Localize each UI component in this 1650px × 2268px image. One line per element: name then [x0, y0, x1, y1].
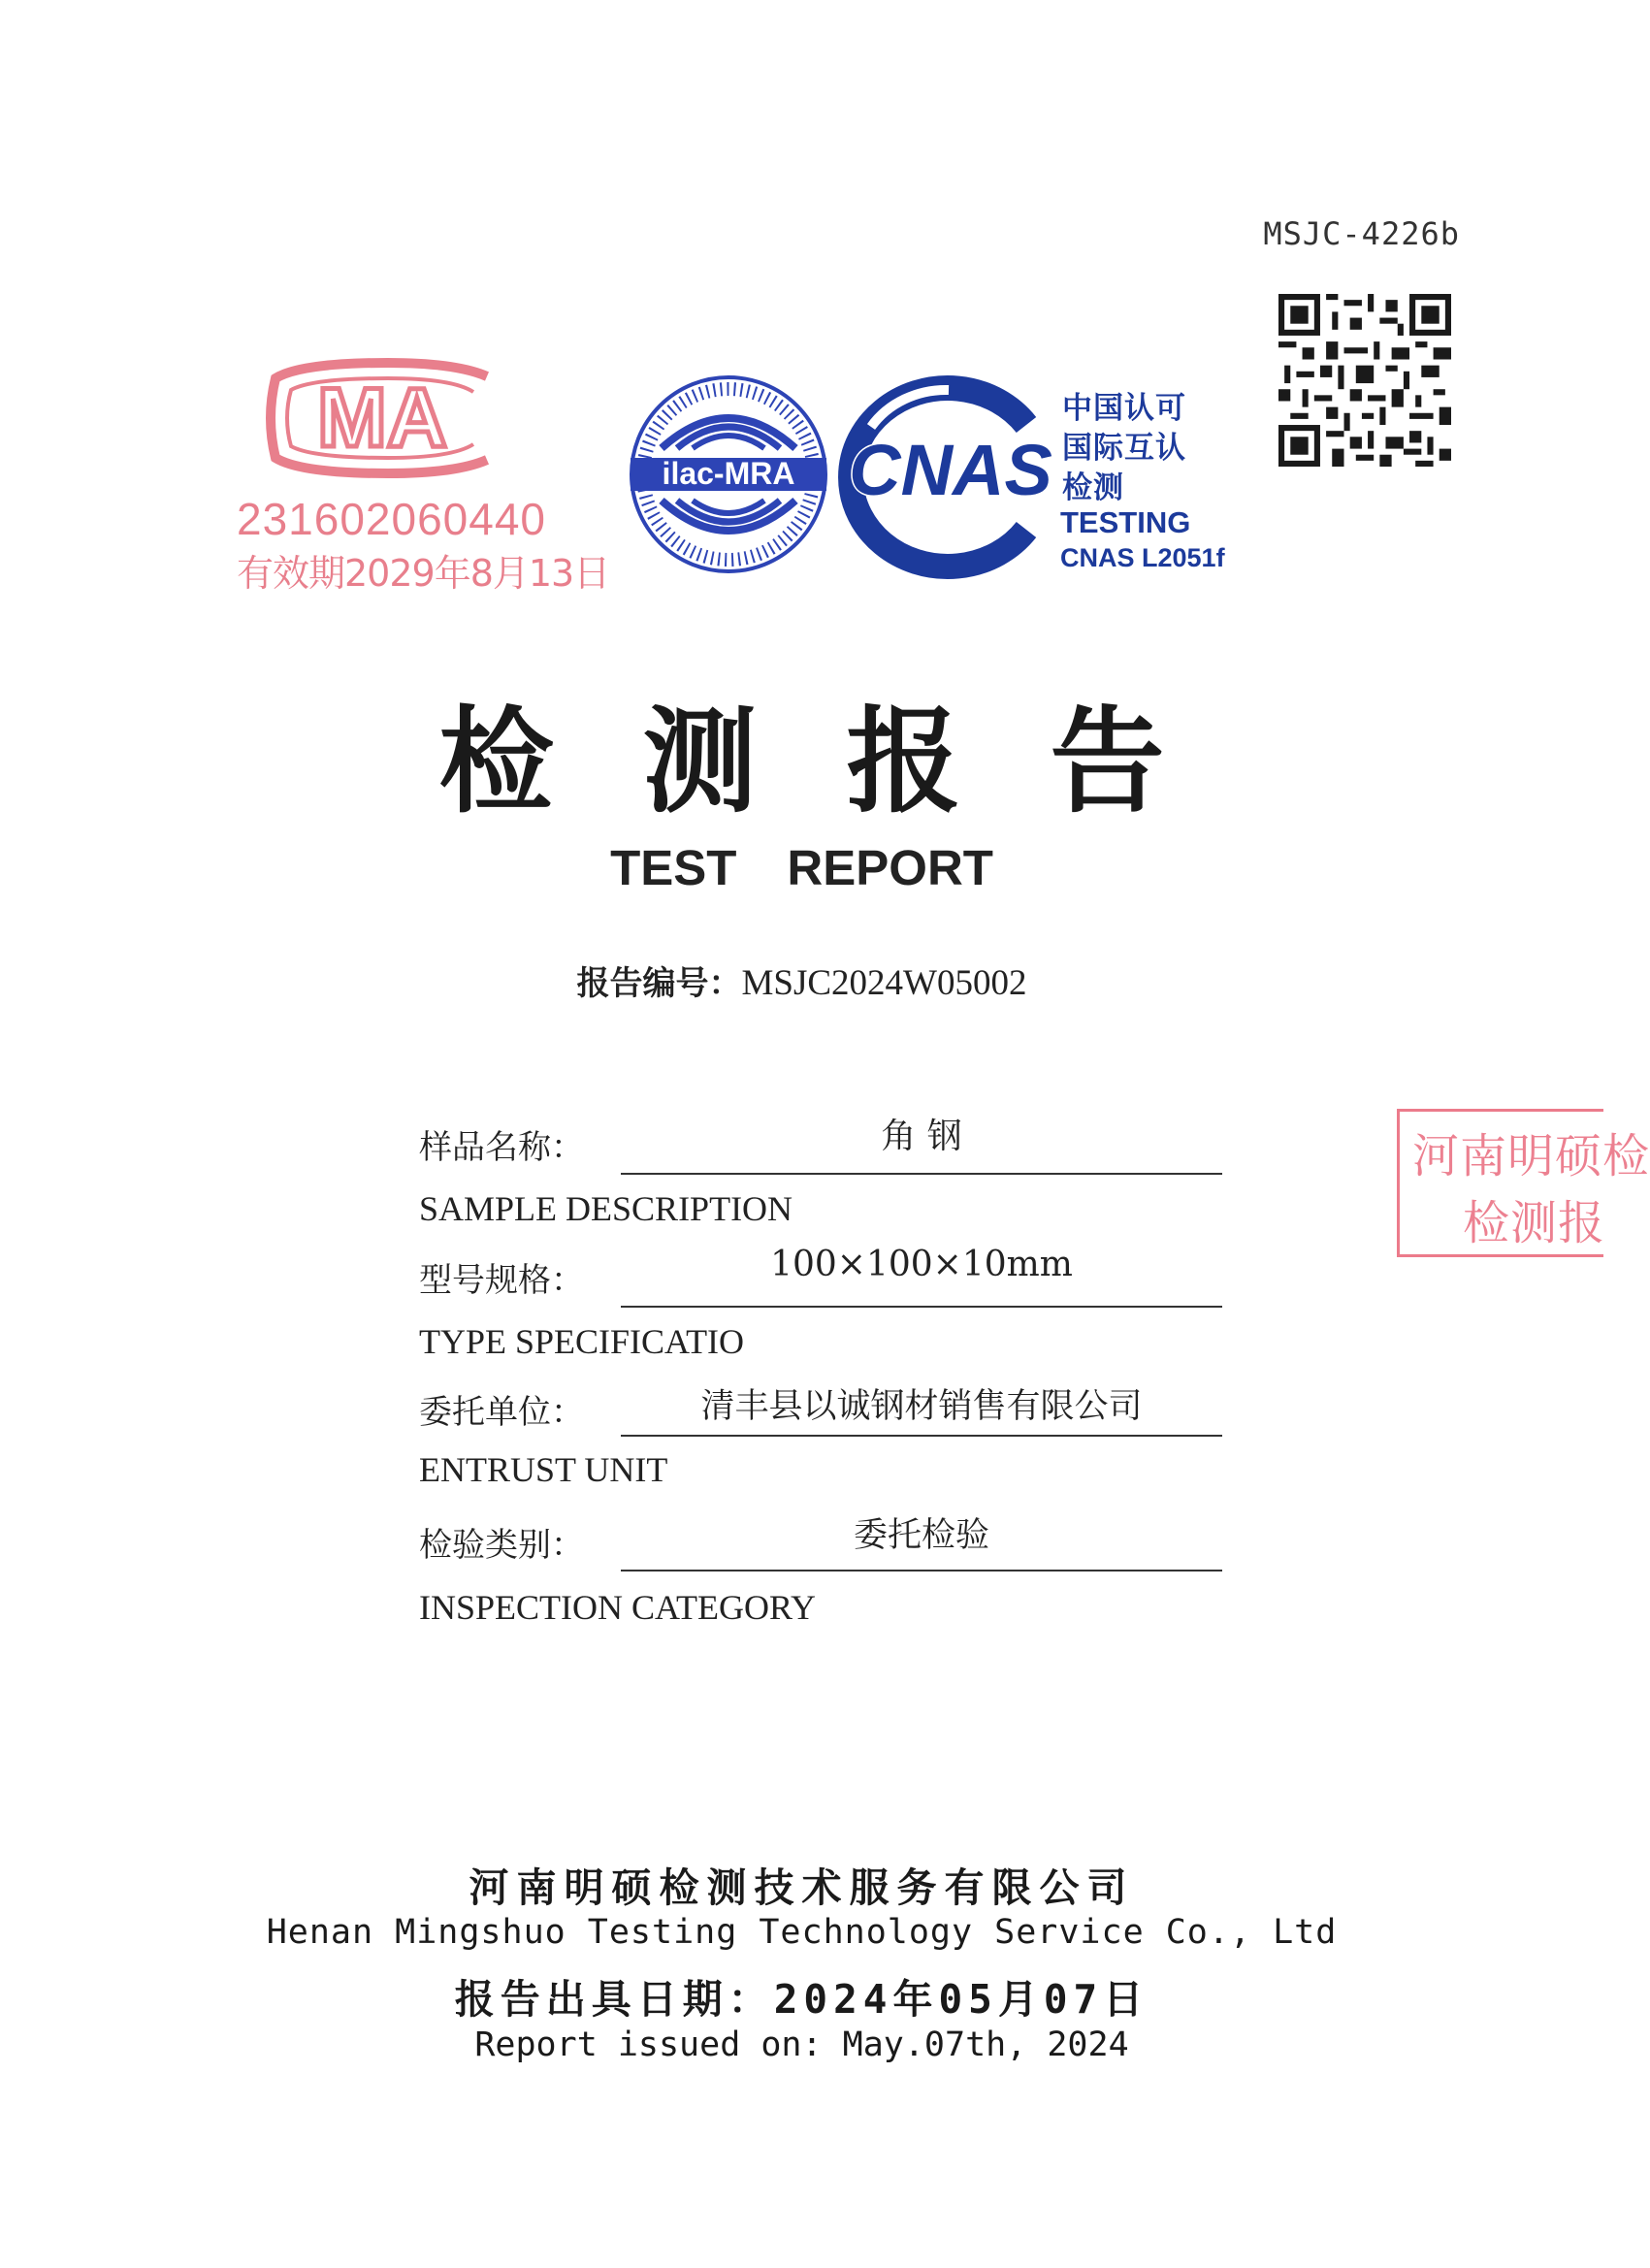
entrust-label-en: ENTRUST UNIT	[419, 1450, 668, 1489]
report-number-label: 报告编号：	[576, 964, 742, 1003]
report-number	[0, 956, 1603, 1004]
cnas-cn-line-2: 国际互认	[1062, 431, 1186, 466]
company-name-cn: 河南明硕检测技术服务有限公司	[469, 1864, 1135, 1911]
cnas-cert: CNAS L2051f	[1060, 543, 1225, 572]
document-code: MSJC-4226b	[1263, 215, 1460, 252]
issue-date-cn: 报告出具日期：2024年05月07日	[454, 1976, 1149, 2023]
cma-logo	[262, 357, 512, 479]
cnas-cn-line-1: 中国认可	[1062, 391, 1186, 426]
company-name-en: Henan Mingshuo Testing Technology Service Co., Ltd	[266, 1913, 1338, 1952]
qr-code-icon	[1278, 294, 1451, 467]
cnas-cn-line-3: 检测	[1062, 470, 1124, 505]
cma-letters: MA	[317, 372, 447, 465]
entrust-underline	[621, 1435, 1222, 1437]
title-en-test: TEST	[610, 840, 737, 895]
sample-value: 角 钢	[881, 1117, 962, 1156]
entrust-label-cn: 委托单位：	[419, 1393, 584, 1432]
sample-label-cn: 样品名称：	[419, 1128, 584, 1167]
type-label-en: TYPE SPECIFICATIO	[419, 1322, 745, 1361]
type-underline	[621, 1306, 1222, 1308]
ilac-mra-text: ilac-MRA	[662, 456, 795, 491]
title-cn: 检测报告	[438, 694, 1254, 828]
report-number-value: MSJC2024W05002	[741, 963, 1027, 1003]
seal-stamp-line-2: 检测报	[1463, 1196, 1606, 1250]
type-value: 100×100×10mm	[770, 1245, 1073, 1284]
sample-underline	[621, 1173, 1222, 1175]
category-value: 委托检验	[853, 1516, 989, 1555]
entrust-value: 清丰县以诚钢材销售有限公司	[700, 1387, 1143, 1426]
category-label-cn: 检验类别：	[419, 1526, 584, 1565]
title-en-report: REPORT	[787, 840, 993, 895]
cnas-text: CNAS	[849, 430, 1052, 510]
ilac-mra-logo	[623, 369, 834, 580]
cma-validity: 有效期2029年8月13日	[237, 552, 610, 595]
cma-number: 231602060440	[237, 494, 546, 544]
cnas-testing: TESTING	[1060, 505, 1191, 539]
category-underline	[621, 1570, 1222, 1571]
cnas-logo	[832, 380, 1065, 574]
title-en	[0, 839, 1603, 896]
category-label-en: INSPECTION CATEGORY	[419, 1588, 817, 1627]
seal-stamp-line-1: 河南明硕检	[1412, 1129, 1650, 1183]
type-label-cn: 型号规格：	[419, 1261, 584, 1300]
sample-label-en: SAMPLE DESCRIPTION	[419, 1189, 793, 1228]
issue-date-en: Report issued on: May.07th, 2024	[474, 2025, 1129, 2064]
